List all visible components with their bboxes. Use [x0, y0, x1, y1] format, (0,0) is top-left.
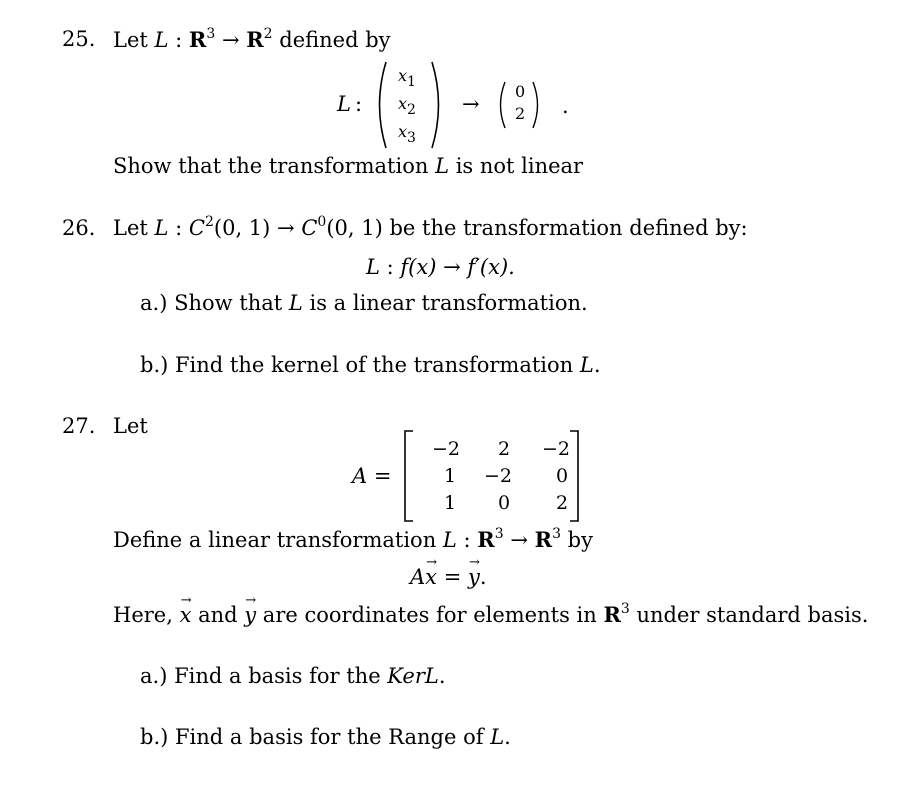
- arrow: →: [270, 216, 302, 240]
- matrix-cell: 2: [555, 492, 569, 514]
- exponent: 2: [263, 26, 273, 42]
- problem-26-part-a: [140, 293, 588, 314]
- text: under standard basis.: [629, 603, 869, 627]
- matrix-cell: −2: [483, 465, 512, 487]
- text: :: [379, 255, 401, 279]
- problem-25-statement: [113, 26, 391, 52]
- map-period: .: [562, 94, 569, 118]
- var-A: A: [352, 464, 368, 488]
- right-paren-small: [530, 80, 544, 130]
- var-L: L: [288, 291, 303, 315]
- text: Here,: [113, 603, 180, 627]
- var-x: x: [398, 66, 408, 85]
- problem-26-part-b: [140, 355, 601, 376]
- right-bracket: [568, 430, 580, 522]
- text: Show that: [167, 291, 289, 315]
- map-colon: :: [355, 92, 363, 116]
- subscript: 2: [407, 102, 416, 118]
- blackboard-R: R: [603, 602, 621, 627]
- var-x: x: [398, 122, 408, 141]
- right-paren-large: [428, 60, 448, 150]
- exponent: 0: [317, 214, 327, 230]
- exponent: 3: [206, 26, 216, 42]
- problem-25-number: 25.: [62, 27, 96, 51]
- var-A: A: [410, 565, 426, 589]
- matrix-cell: −2: [431, 438, 460, 460]
- output-top: 0: [515, 82, 526, 101]
- text: .: [593, 353, 601, 377]
- map-arrow: →: [462, 92, 480, 116]
- text: Let: [113, 28, 155, 52]
- text: Define a linear transformation: [113, 528, 443, 552]
- vector-y: → y: [468, 567, 480, 588]
- subscript: 1: [407, 74, 416, 90]
- exponent: 3: [494, 526, 504, 542]
- var-L: L: [442, 528, 457, 552]
- text: Find the kernel of the transformation: [168, 353, 580, 377]
- var-L: L: [154, 28, 169, 52]
- text: defined by: [272, 28, 391, 52]
- input-x3: [398, 122, 416, 146]
- equals: =: [367, 464, 392, 488]
- var-f-prime: f′: [467, 255, 480, 279]
- exponent: 3: [620, 601, 630, 617]
- var-L: L: [490, 725, 505, 749]
- input-x2: [398, 94, 416, 118]
- text: by: [561, 528, 593, 552]
- part-label: b.): [140, 353, 169, 377]
- matrix-cell: 2: [497, 438, 511, 460]
- arg-x: (x): [408, 255, 437, 279]
- text: :: [168, 28, 189, 52]
- matrix-cell: −2: [541, 438, 570, 460]
- subscript: 3: [407, 130, 416, 146]
- left-paren-large: [370, 60, 390, 150]
- arrow: →: [436, 255, 468, 279]
- arrow: →: [215, 28, 247, 52]
- text: is not linear: [449, 154, 584, 178]
- part-label: a.): [140, 664, 168, 688]
- problem-27-equation: [410, 567, 487, 588]
- interval: (0, 1): [213, 216, 271, 240]
- text: is a linear transformation.: [302, 291, 588, 315]
- part-label: a.): [140, 291, 168, 315]
- period: .: [504, 725, 511, 749]
- arrow: →: [503, 528, 535, 552]
- var-L: L: [366, 255, 380, 279]
- problem-26-statement: [113, 214, 748, 240]
- vector-x: → x: [180, 605, 192, 626]
- blackboard-R: R: [477, 527, 495, 552]
- exponent: 2: [204, 214, 214, 230]
- problem-27-part-b: [140, 727, 511, 748]
- exponent: 3: [552, 526, 561, 542]
- text: Find a basis for the: [167, 664, 388, 688]
- part-label: b.): [140, 725, 169, 749]
- period: .: [479, 565, 487, 589]
- blackboard-R: R: [534, 527, 553, 552]
- problem-27-part-a: [140, 666, 446, 687]
- map-L: L: [337, 92, 351, 116]
- var-f: f: [400, 255, 409, 279]
- left-paren-small: [494, 80, 508, 130]
- text: are coordinates for elements in: [256, 603, 604, 627]
- text: Let: [113, 216, 155, 240]
- equals: =: [437, 565, 468, 589]
- var-x: x: [398, 94, 408, 113]
- text: :: [456, 528, 478, 552]
- matrix-cell: 0: [497, 492, 511, 514]
- matrix-label: [352, 466, 391, 487]
- var-C: C: [301, 216, 318, 240]
- ker-L: KerL: [387, 664, 439, 688]
- input-x1: [398, 66, 416, 90]
- vector-x: → x: [425, 567, 437, 588]
- blackboard-R: R: [246, 27, 264, 52]
- problem-26-number: 26.: [62, 216, 96, 240]
- text: be the transformation defined by:: [382, 216, 748, 240]
- var-C: C: [188, 216, 205, 240]
- problem-27-define: [113, 526, 593, 552]
- left-bracket: [403, 430, 415, 522]
- text: Find a basis for the Range of: [168, 725, 491, 749]
- var-L: L: [435, 154, 450, 178]
- problem-27-let: Let: [113, 414, 148, 438]
- vector-y: → y: [244, 605, 256, 626]
- problem-26-equation: [366, 257, 515, 278]
- blackboard-R: R: [188, 27, 207, 52]
- problem-27-here: [113, 601, 869, 627]
- problem-25-show: [113, 156, 583, 177]
- interval: (0, 1): [326, 216, 383, 240]
- matrix-cell: 1: [443, 492, 457, 514]
- problem-27-number: 27.: [62, 414, 96, 438]
- period: .: [438, 664, 446, 688]
- text: :: [168, 216, 189, 240]
- var-L: L: [154, 216, 169, 240]
- matrix-cell: 0: [555, 465, 569, 487]
- arg-x: (x).: [479, 255, 515, 279]
- text: Show that the transformation: [113, 154, 436, 178]
- var-L: L: [579, 353, 594, 377]
- matrix-cell: 1: [443, 465, 457, 487]
- text: and: [191, 603, 245, 627]
- output-bottom: 2: [515, 104, 526, 123]
